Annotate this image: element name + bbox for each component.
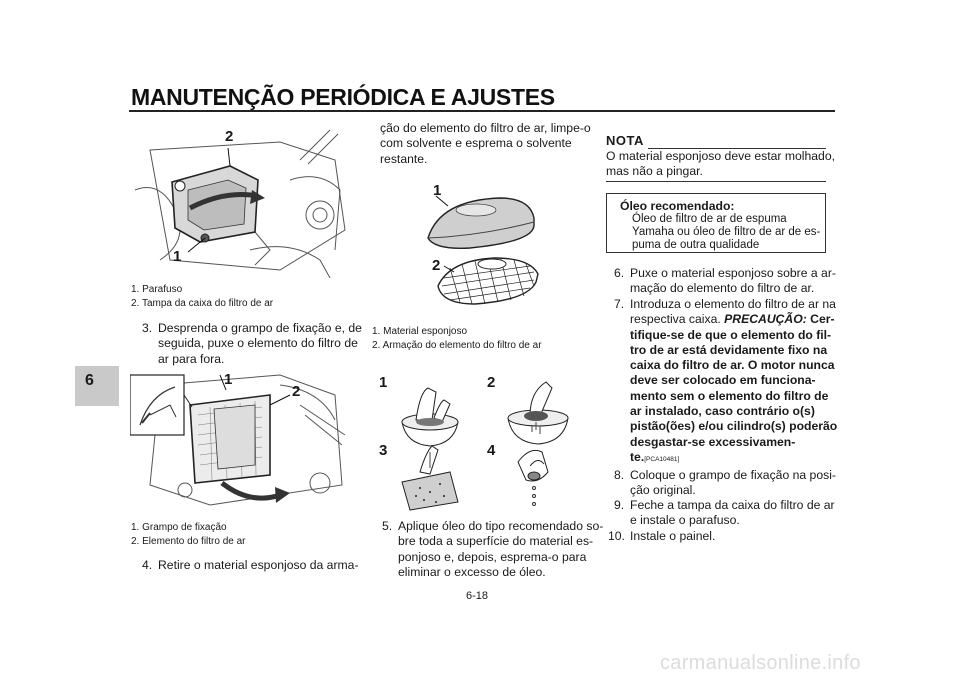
- caption-line: 1. Material esponjoso: [372, 326, 468, 337]
- step-4-continuation: [380, 121, 591, 167]
- callout-1: 1: [224, 371, 233, 388]
- step-number: 5.: [382, 519, 393, 533]
- step-text: com solvente e esprema o solvente: [380, 136, 572, 151]
- caption-line: 2. Armação do elemento do filtro de ar: [372, 340, 542, 351]
- figure-airbox-cover: [130, 120, 352, 280]
- caution-text: Cer-: [806, 312, 835, 327]
- oil-box-line: Óleo de filtro de ar de espuma: [632, 213, 787, 225]
- callout-2: 2: [487, 374, 496, 391]
- caution-text: tro de ar está devidamente fixo na: [630, 342, 828, 357]
- step-text: respectiva caixa.: [630, 312, 725, 327]
- page-number: 6-18: [466, 590, 489, 602]
- nota-text: [606, 149, 835, 180]
- caution-label: PRECAUÇÃO:: [724, 312, 807, 327]
- step-text: Coloque o grampo de fixação na posi-: [630, 468, 836, 482]
- step-8: [614, 468, 836, 500]
- step-number: 9.: [614, 498, 625, 512]
- nota-bottom-rule: [606, 181, 826, 182]
- caution-text: ar instalado, caso contrário o(s): [630, 404, 815, 419]
- caption-line: 2. Elemento do filtro de ar: [131, 536, 246, 547]
- callout-1: 1: [173, 248, 182, 265]
- callout-2: 2: [432, 257, 441, 274]
- caption-line: 1. Parafuso: [131, 284, 183, 295]
- caption-line: 1. Grampo de fixação: [131, 522, 227, 533]
- caution-code: [PCA10481]: [644, 455, 680, 463]
- step-5: [382, 519, 604, 583]
- step-text: Instale o painel.: [630, 529, 716, 543]
- step-text: ar para fora.: [158, 351, 225, 366]
- caution-text: te.: [630, 449, 645, 464]
- oil-box-line: Yamaha ou óleo de filtro de ar de es-: [632, 226, 821, 238]
- figure-sponge-frame: [380, 178, 590, 318]
- step-number: 7.: [614, 297, 625, 311]
- step-10: [608, 529, 828, 545]
- step-text: mação do elemento do filtro de ar.: [630, 281, 815, 296]
- step-number: 4.: [142, 558, 153, 572]
- step-text: Feche a tampa da caixa do filtro de ar: [630, 498, 835, 512]
- step-text: ção original.: [630, 483, 696, 498]
- step-text: Desprenda o grampo de fixação e, de: [158, 321, 362, 335]
- step-4: [142, 558, 359, 574]
- step-text: ção do elemento do filtro de ar, limpe-o: [380, 121, 591, 135]
- step-7: [614, 297, 838, 467]
- step-9: [614, 498, 835, 530]
- callout-4: 4: [487, 442, 496, 459]
- step-number: 8.: [614, 468, 625, 482]
- chapter-tab: [75, 366, 119, 406]
- callout-2: 2: [225, 128, 234, 145]
- step-text: Introduza o elemento do filtro de ar na: [630, 297, 836, 311]
- step-text: Retire o material esponjoso da arma-: [158, 558, 359, 572]
- caution-text: mento sem o elemento do filtro de: [630, 388, 829, 403]
- page-title: MANUTENÇÃO PERIÓDICA E AJUSTES: [131, 84, 555, 110]
- step-text: ponjoso e, depois, esprema-o para: [398, 549, 587, 564]
- step-number: 10.: [608, 529, 625, 543]
- nota-line: mas não a pingar.: [606, 164, 703, 179]
- caution-text: caixa do filtro de ar. O motor nunca: [630, 358, 835, 373]
- oil-box-title: Óleo recomendado:: [620, 199, 735, 213]
- step-text: bre toda a superfície do material es-: [398, 534, 594, 549]
- figure-airbox-element: [130, 365, 352, 515]
- chapter-number: 6: [85, 372, 94, 389]
- nota-line: O material esponjoso deve estar molhado,: [606, 149, 835, 163]
- caption-line: 2. Tampa da caixa do filtro de ar: [131, 298, 274, 309]
- figure-3-caption: [372, 325, 542, 353]
- step-text: restante.: [380, 151, 428, 166]
- caution-text: pistão(ões) e/ou cilindro(s) poderão: [630, 419, 838, 434]
- step-text: e instale o parafuso.: [630, 513, 740, 528]
- step-text: Puxe o material esponjoso sobre a ar-: [630, 266, 836, 280]
- recommended-oil-box: [606, 193, 826, 253]
- figure-1-caption: [131, 283, 273, 311]
- title-rule: [129, 110, 835, 112]
- step-text: seguida, puxe o elemento do filtro de: [158, 336, 358, 351]
- step-number: 6.: [614, 266, 625, 280]
- caution-text: desgastar-se excessivamen-: [630, 434, 796, 449]
- callout-1: 1: [433, 182, 442, 199]
- watermark: carmanualsonline.info: [660, 652, 861, 674]
- caution-text: tifique-se de que o elemento do fil-: [630, 327, 832, 342]
- nota-label: NOTA: [606, 133, 644, 148]
- step-text: eliminar o excesso de óleo.: [398, 564, 546, 579]
- step-3: [142, 321, 362, 369]
- oil-box-line: puma de outra qualidade: [632, 239, 760, 251]
- figure-2-caption: [131, 521, 246, 549]
- step-number: 3.: [142, 321, 153, 335]
- caution-text: deve ser colocado em funciona-: [630, 373, 816, 388]
- callout-3: 3: [379, 442, 388, 459]
- step-text: Aplique óleo do tipo recomendado so-: [398, 519, 604, 533]
- callout-1: 1: [379, 374, 388, 391]
- step-6: [614, 266, 836, 298]
- callout-2: 2: [292, 383, 301, 400]
- figure-oiling-steps: [380, 372, 590, 512]
